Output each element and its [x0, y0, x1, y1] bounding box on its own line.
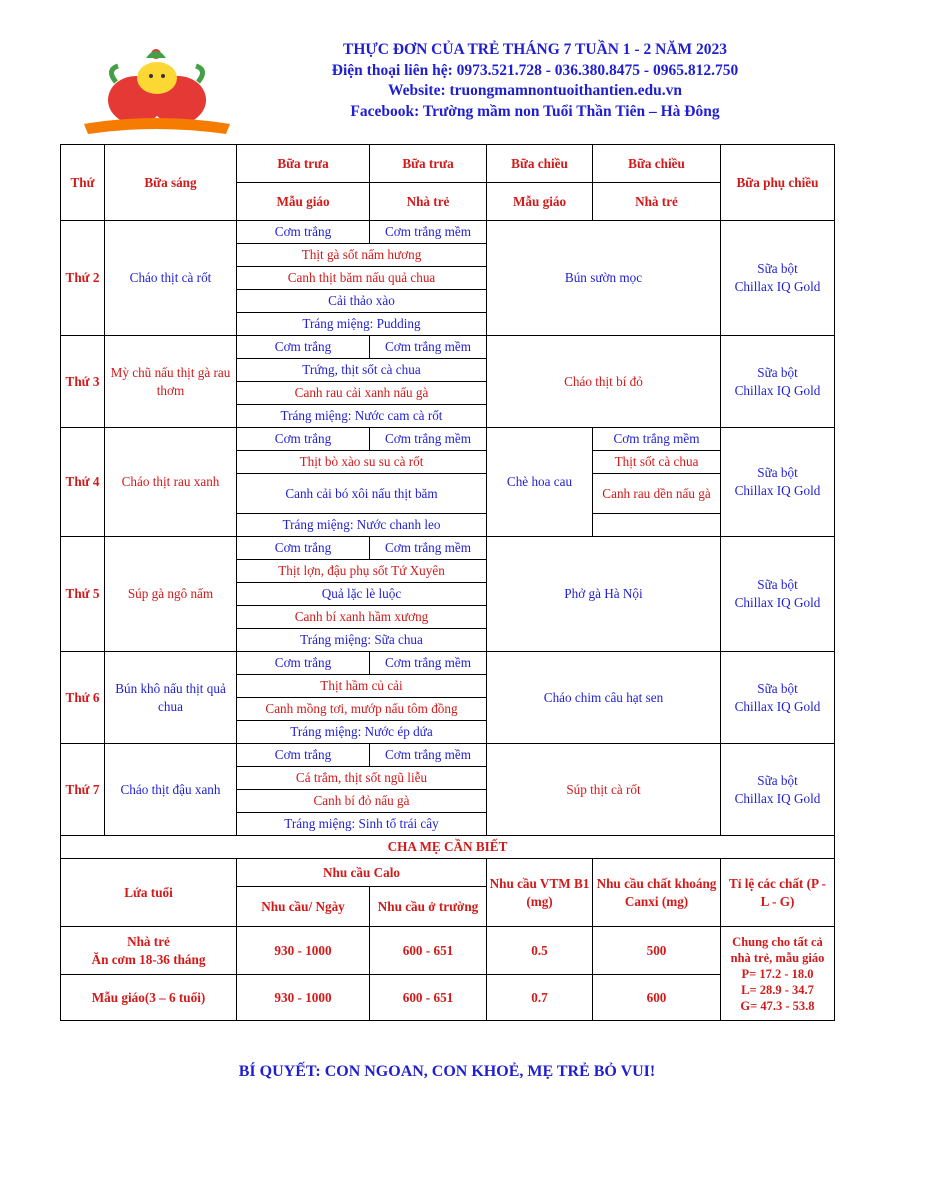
lunch-item-fri-1: Thịt hầm củ cải	[237, 675, 487, 698]
snack-line-1: Sữa bột	[757, 772, 798, 788]
info-calo-school-header: Nhu cầu ở trường	[370, 887, 487, 927]
rice-mg-fri: Cơm trắng	[237, 652, 370, 675]
lunch-item-tue-2: Canh rau cải xanh nấu gà	[237, 382, 487, 405]
afternoon-fri: Cháo chim câu hạt sen	[487, 652, 721, 744]
header-bua-trua-mg: Bữa trưa	[237, 145, 370, 183]
age-line-2: Ăn cơm 18-36 tháng	[91, 951, 206, 967]
info-day-row-2: 930 - 1000	[237, 975, 370, 1021]
snack-wed	[721, 428, 835, 537]
snack-line-2: Chillax IQ Gold	[734, 382, 821, 398]
ratio-l: L= 28.9 - 34.7	[741, 982, 814, 997]
info-age-row-2: Mẫu giáo(3 – 6 tuổi)	[61, 975, 237, 1021]
rice-mg-sat: Cơm trắng	[237, 744, 370, 767]
info-section-title: CHA MẸ CẦN BIẾT	[61, 836, 835, 859]
dessert-wed: Tráng miệng: Nước chanh leo	[237, 514, 487, 537]
dessert-sat: Tráng miệng: Sinh tố trái cây	[237, 813, 487, 836]
lunch-item-wed-2: Canh cải bó xôi nấu thịt băm	[237, 474, 487, 514]
lunch-item-wed-1: Thịt bò xào su su cà rốt	[237, 451, 487, 474]
info-school-row-1: 600 - 651	[370, 927, 487, 975]
snack-line-1: Sữa bột	[757, 261, 798, 276]
snack-line-1: Sữa bột	[757, 364, 798, 380]
day-label-fri: Thứ 6	[61, 652, 105, 744]
lunch-item-thu-1: Thịt lợn, đậu phụ sốt Tứ Xuyên	[237, 560, 487, 583]
snack-line-1: Sữa bột	[757, 577, 798, 592]
header-thu: Thứ	[61, 145, 105, 221]
lunch-item-mon-3: Cải thảo xào	[237, 290, 487, 313]
lunch-item-thu-2: Quả lặc lè luộc	[237, 583, 487, 606]
rice-nt-sat: Cơm trắng mềm	[370, 744, 487, 767]
contact-website: Website: truongmamnontuoithantien.edu.vn	[387, 82, 683, 99]
footer-slogan: BÍ QUYẾT: CON NGOAN, CON KHOẺ, MẸ TRẺ BỎ VUI!	[238, 1063, 656, 1080]
info-canxi-row-1: 500	[593, 927, 721, 975]
info-vtm-row-1: 0.5	[487, 927, 593, 975]
info-vtm-header: Nhu cầu VTM B1 (mg)	[487, 859, 593, 927]
dessert-fri: Tráng miệng: Nước ép dứa	[237, 721, 487, 744]
empty-cell	[593, 514, 721, 537]
snack-sat	[721, 744, 835, 836]
snack-line-1: Sữa bột	[757, 465, 798, 480]
breakfast-wed: Cháo thịt rau xanh	[105, 428, 237, 537]
breakfast-mon: Cháo thịt cà rốt	[105, 221, 237, 336]
dessert-thu: Tráng miệng: Sữa chua	[237, 629, 487, 652]
rice-mg-thu: Cơm trắng	[237, 537, 370, 560]
snack-tue	[721, 336, 835, 428]
snack-mon	[721, 221, 835, 336]
lunch-item-mon-1: Thịt gà sốt nấm hương	[237, 244, 487, 267]
header-bua-phu-chieu: Bữa phụ chiều	[721, 145, 835, 221]
dessert-mon: Tráng miệng: Pudding	[237, 313, 487, 336]
info-age-row-1	[61, 927, 237, 975]
breakfast-sat: Cháo thịt đậu xanh	[105, 744, 237, 836]
info-ratio-values	[721, 927, 835, 1021]
age-line-1: Nhà trẻ	[127, 933, 170, 949]
rice-mg-wed: Cơm trắng	[237, 428, 370, 451]
breakfast-fri: Bún khô nấu thịt quả chua	[105, 652, 237, 744]
afternoon-mg-wed: Chè hoa cau	[487, 428, 593, 537]
rice-mg-tue: Cơm trắng	[237, 336, 370, 359]
afternoon-nt-wed-1: Cơm trắng mềm	[593, 428, 721, 451]
rice-mg-mon: Cơm trắng	[237, 221, 370, 244]
info-day-row-1: 930 - 1000	[237, 927, 370, 975]
snack-line-1: Sữa bột	[757, 680, 798, 696]
afternoon-nt-wed-2: Thịt sốt cà chua	[593, 451, 721, 474]
header-bua-sang: Bữa sáng	[105, 145, 237, 221]
ratio-g: G= 47.3 - 53.8	[740, 998, 815, 1013]
header-nha-tre: Nhà trẻ	[370, 183, 487, 221]
info-calo-day-header: Nhu cầu/ Ngày	[237, 887, 370, 927]
menu-table	[60, 144, 835, 1021]
info-canxi-row-2: 600	[593, 975, 721, 1021]
header-bua-chieu-nt: Bữa chiều	[593, 145, 721, 183]
day-label-sat: Thứ 7	[61, 744, 105, 836]
header-mau-giao-chieu: Mẫu giáo	[487, 183, 593, 221]
header-nha-tre-chieu: Nhà trẻ	[593, 183, 721, 221]
snack-line-2: Chillax IQ Gold	[734, 595, 821, 610]
header-bua-trua-nt: Bữa trưa	[370, 145, 487, 183]
breakfast-thu: Súp gà ngô nấm	[105, 537, 237, 652]
rice-nt-wed: Cơm trắng mềm	[370, 428, 487, 451]
info-calo-header: Nhu cầu Calo	[237, 859, 487, 887]
afternoon-tue: Cháo thịt bí đỏ	[487, 336, 721, 428]
header-bua-chieu-mg: Bữa chiều	[487, 145, 593, 183]
lunch-item-sat-2: Canh bí đỏ nấu gà	[237, 790, 487, 813]
info-canxi-header: Nhu cầu chất khoáng Canxi (mg)	[593, 859, 721, 927]
lunch-item-mon-2: Canh thịt băm nấu quả chua	[237, 267, 487, 290]
afternoon-mon: Bún sườn mọc	[487, 221, 721, 336]
contact-facebook: Facebook: Trường mầm non Tuổi Thần Tiên – Hà Đông	[350, 102, 720, 120]
rice-nt-fri: Cơm trắng mềm	[370, 652, 487, 675]
lunch-item-fri-2: Canh mồng tơi, mướp nấu tôm đồng	[237, 698, 487, 721]
snack-thu	[721, 537, 835, 652]
ratio-p: P= 17.2 - 18.0	[741, 966, 814, 981]
rice-nt-tue: Cơm trắng mềm	[370, 336, 487, 359]
afternoon-sat: Súp thịt cà rốt	[487, 744, 721, 836]
lunch-item-tue-1: Trứng, thịt sốt cà chua	[237, 359, 487, 382]
info-vtm-row-2: 0.7	[487, 975, 593, 1021]
breakfast-tue: Mỳ chũ nấu thịt gà rau thơm	[105, 336, 237, 428]
page-header	[300, 40, 770, 122]
lunch-item-sat-1: Cá trắm, thịt sốt ngũ liễu	[237, 767, 487, 790]
snack-line-2: Chillax IQ Gold	[734, 698, 821, 714]
info-ratio-header: Tỉ lệ các chất (P - L - G)	[721, 859, 835, 927]
header-mau-giao: Mẫu giáo	[237, 183, 370, 221]
day-label-tue: Thứ 3	[61, 336, 105, 428]
afternoon-nt-wed-3: Canh rau dền nấu gà	[593, 474, 721, 514]
page-title: THỰC ĐƠN CỦA TRẺ THÁNG 7 TUẦN 1 - 2 NĂM 2023	[343, 41, 727, 58]
dessert-tue: Tráng miệng: Nước cam cà rốt	[237, 405, 487, 428]
snack-line-2: Chillax IQ Gold	[734, 790, 821, 806]
rice-nt-mon: Cơm trắng mềm	[370, 221, 487, 244]
school-logo	[76, 40, 238, 136]
lunch-item-thu-3: Canh bí xanh hầm xương	[237, 606, 487, 629]
day-label-thu: Thứ 5	[61, 537, 105, 652]
ratio-note: Chung cho tất cả nhà trẻ, mẫu giáo	[730, 934, 825, 965]
rice-nt-thu: Cơm trắng mềm	[370, 537, 487, 560]
info-school-row-2: 600 - 651	[370, 975, 487, 1021]
afternoon-thu: Phở gà Hà Nội	[487, 537, 721, 652]
snack-line-2: Chillax IQ Gold	[734, 483, 821, 498]
day-label-wed: Thứ 4	[61, 428, 105, 537]
snack-fri	[721, 652, 835, 744]
contact-phone: Điện thoại liên hệ: 0973.521.728 - 036.380.8475 - 0965.812.750	[331, 61, 739, 79]
info-age-header: Lứa tuổi	[61, 859, 237, 927]
day-label-mon: Thứ 2	[61, 221, 105, 336]
snack-line-2: Chillax IQ Gold	[734, 279, 821, 294]
